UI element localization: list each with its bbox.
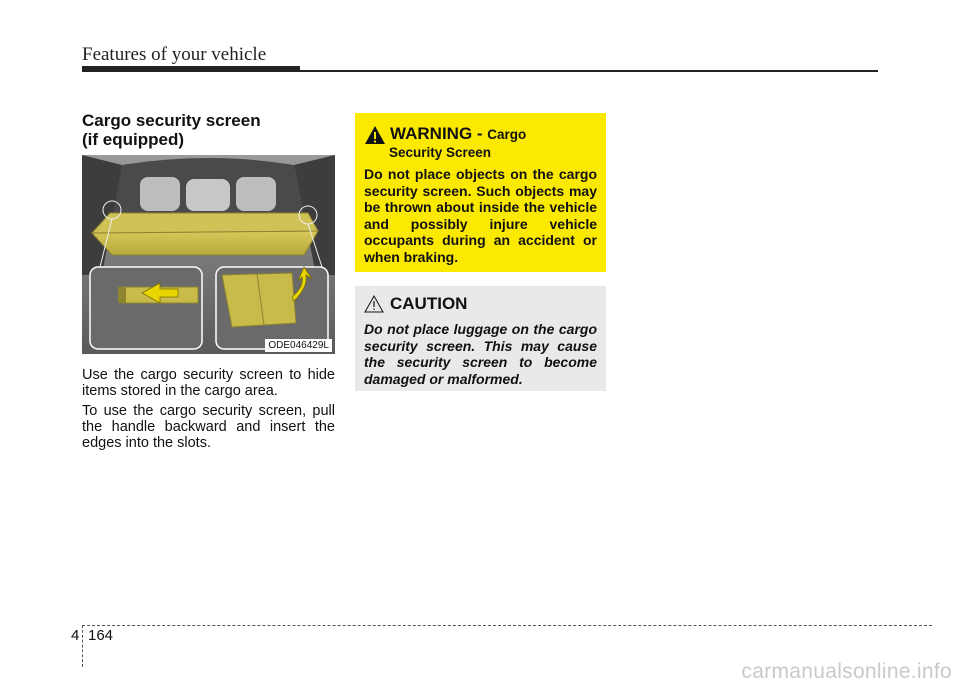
caution-header [364,294,597,314]
cargo-screen-illustration [82,155,335,354]
caution-box [355,286,606,391]
caution-triangle-icon [364,295,384,313]
body-paragraph-2: To use the cargo security screen, pull the handle backward and insert the edges into the slots. [82,403,335,451]
footer-rule [82,625,932,626]
warning-label: WARNING - [390,124,488,143]
warning-subject-line2: Security Screen [389,145,492,160]
page-number: 164 [88,627,114,644]
section-title-line2: (if equipped) [82,130,184,149]
section-title [82,111,342,149]
warning-text: Do not place objects on the cargo security screen. Such objects may be thrown about inside the vehicle and possibly injure vehicle occupants during an accident or when braking. [364,166,597,265]
watermark-text: carmanualsonline.info [741,660,952,683]
caution-text: Do not place luggage on the cargo security screen. This may cause the security screen to become damaged or malformed. [364,321,597,387]
warning-subject-line1: Cargo [487,127,527,142]
body-paragraph-1: Use the cargo security screen to hide items stored in the cargo area. [82,367,335,399]
header-rule-thin [300,70,878,72]
page-header-title: Features of your vehicle [82,44,267,65]
warning-triangle-icon [364,125,386,145]
chapter-number: 4 [71,627,80,644]
cargo-illustration-drawing [82,155,335,354]
warning-header [364,125,597,145]
footer-divider [82,625,83,667]
section-title-line1: Cargo security screen [82,111,261,130]
figure-code: ODE046429L [265,339,332,352]
warning-box [355,113,606,272]
caution-label: CAUTION [390,294,468,313]
header-rule-thick [82,66,300,72]
